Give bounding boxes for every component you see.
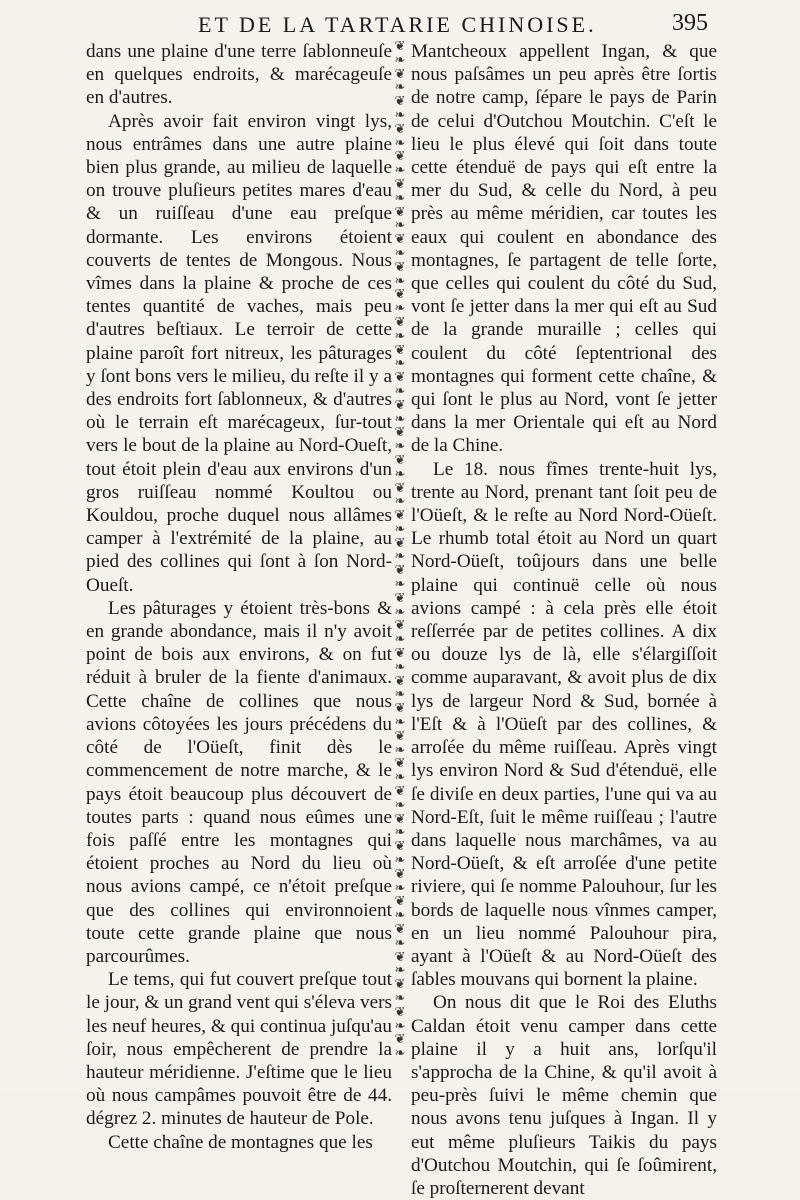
fleuron-icon: ❧ [394, 990, 406, 1006]
paragraph: Le 18. nous fîmes trente-huit lys, trente au Nord, prenant tant ſoit peu de l'Oüeſt, & le reſte au Nord Nord-Oüeſt. Le rhumb total étoit au Nord un quart Nord-Oüeſt, toûjours dans une belle plaine qui continuë celle où nous avions campé : à cela près elle étoit reſſerrée par de petites collines. A dix ou douze lys de là, elle s'élargiſſoit comme auparavant, & avoit plus de dix lys de largeur Nord & Sud, bornée à l'Eſt & à l'Oüeſt par des collines, & arroſée du même ruiſſeau. Après vingt lys environ Nord & Sud d'étenduë, elle ſe diviſe en deux parties, l'une qui va au Nord-Eſt, ſuit le même ruiſſeau ; l'autre dans laquelle nous marchâmes, va au Nord-Oüeſt, & eſt arroſée d'une petite riviere, qui ſe nomme Palouhour, ſur les bords de laquelle nous vînmes camper, en un lieu nommé Palouhour pira, ayant à l'Oüeſt & au Nord-Oüeſt des ſables mouvans qui bornent la plaine. [411, 458, 717, 991]
fleuron-icon: ❦ [394, 149, 406, 165]
fleuron-icon: ❧ [394, 356, 406, 372]
fleuron-icon: ❧ [394, 632, 406, 648]
paragraph: Les pâturages y étoient très-bons & en grande abondance, mais il n'y avoit point de bois aux environs, & on fut réduit à bruler de la fiente d'animaux. Cette chaîne de collines que nous avions côtoyées les jours précédens du côté de l'Oüeſt, finit dès le commencement de notre marche, & le pays étoit beaucoup plus découvert de toutes parts : quand nous eûmes une fois paſſé entre les montagnes qui étoient proches au Nord du lieu où nous avions campé, ce n'étoit preſque que des collines qui environnoient toute cette grande plaine que nous parcourûmes. [86, 597, 392, 967]
fleuron-icon: ❦ [394, 176, 406, 192]
fleuron-icon: ❧ [394, 797, 406, 813]
fleuron-icon: ❦ [394, 121, 406, 137]
fleuron-icon: ❦ [394, 728, 406, 744]
fleuron-icon: ❦ [394, 370, 406, 386]
fleuron-icon: ❧ [394, 245, 406, 261]
fleuron-icon: ❧ [394, 549, 406, 565]
fleuron-icon: ❦ [394, 590, 406, 606]
fleuron-icon: ❦ [394, 977, 406, 993]
fleuron-icon: ❦ [394, 563, 406, 579]
fleuron-icon: ❦ [394, 287, 406, 303]
fleuron-column-rule-icon [393, 40, 407, 1060]
fleuron-icon: ❧ [394, 190, 406, 206]
fleuron-icon: ❦ [394, 508, 406, 524]
fleuron-icon: ❧ [394, 963, 406, 979]
fleuron-icon: ❦ [394, 259, 406, 275]
fleuron-icon: ❧ [394, 521, 406, 537]
fleuron-icon: ❦ [394, 314, 406, 330]
fleuron-icon: ❦ [394, 839, 406, 855]
fleuron-icon: ❧ [394, 659, 406, 675]
running-title: ET DE LA TARTARIE CHINOISE. [198, 12, 597, 37]
fleuron-icon: ❦ [394, 452, 406, 468]
fleuron-icon: ❦ [394, 866, 406, 882]
fleuron-icon: ❧ [394, 715, 406, 731]
fleuron-icon: ❧ [394, 908, 406, 924]
fleuron-icon: ❧ [394, 273, 406, 289]
fleuron-icon: ❦ [394, 425, 406, 441]
fleuron-icon: ❧ [394, 494, 406, 510]
fleuron-icon: ❧ [394, 218, 406, 234]
fleuron-icon: ❦ [394, 342, 406, 358]
fleuron-icon: ❦ [394, 40, 406, 54]
fleuron-icon: ❧ [394, 52, 406, 68]
paragraph: On nous dit que le Roi des Eluths Caldan étoit venu camper dans cette plaine il y a huit ans, lorſqu'il s'approcha de la Chine, & qu'il avoit à peu-près ſuivi le même chemin que nous avons tenu juſques à Ingan. Il y eut même pluſieurs Taikis du pays d'Outchou Moutchin, qui ſe ſoûmirent, ſe proſternerent devant [411, 992, 717, 1199]
fleuron-icon: ❦ [394, 480, 406, 496]
fleuron-icon: ❧ [394, 466, 406, 482]
fleuron-icon: ❧ [394, 604, 406, 620]
fleuron-icon: ❦ [394, 701, 406, 717]
fleuron-icon: ❧ [394, 880, 406, 896]
fleuron-icon: ❦ [394, 232, 406, 248]
fleuron-icon: ❧ [394, 935, 406, 951]
fleuron-icon: ❧ [394, 439, 406, 455]
fleuron-icon: ❦ [394, 949, 406, 965]
fleuron-icon: ❦ [394, 811, 406, 827]
fleuron-icon: ❧ [394, 135, 406, 151]
page-number: 395 [672, 10, 708, 36]
fleuron-icon: ❦ [394, 94, 406, 110]
fleuron-icon: ❧ [394, 411, 406, 427]
fleuron-icon: ❦ [394, 1004, 406, 1020]
fleuron-icon: ❦ [394, 204, 406, 220]
fleuron-icon: ❦ [394, 756, 406, 772]
fleuron-icon: ❧ [394, 1018, 406, 1034]
fleuron-icon: ❧ [394, 107, 406, 123]
fleuron-icon: ❦ [394, 646, 406, 662]
fleuron-icon: ❧ [394, 383, 406, 399]
fleuron-icon: ❧ [394, 770, 406, 786]
fleuron-icon: ❧ [394, 328, 406, 344]
right-column [411, 40, 717, 1200]
fleuron-icon: ❧ [394, 80, 406, 96]
fleuron-icon: ❧ [394, 1046, 406, 1060]
fleuron-icon: ❦ [394, 397, 406, 413]
fleuron-icon: ❧ [394, 163, 406, 179]
fleuron-icon: ❧ [394, 853, 406, 869]
fleuron-icon: ❦ [394, 535, 406, 551]
fleuron-icon: ❦ [394, 66, 406, 82]
fleuron-icon: ❧ [394, 742, 406, 758]
paragraph: Cette chaîne de montagnes que les [108, 1131, 373, 1153]
fleuron-icon: ❧ [394, 577, 406, 593]
left-column [86, 40, 392, 1154]
paragraph: Le tems, qui fut couvert preſque tout le jour, & un grand vent qui s'éleva vers les neuf heures, & qui continua juſqu'au ſoir, nous empêcherent de prendre la hauteur méridienne. J'eſtime que le lieu où nous campâmes pouvoit être de 44. dégrez 2. minutes de hauteur de Pole. [86, 969, 392, 1130]
paragraph: Mantcheoux appellent Ingan, & que nous paſsâmes un peu après être ſortis de notre camp, ſépare le pays de Parin de celui d'Outchou Moutchin. C'eſt le lieu le plus élevé qui ſoit dans toute cette étenduë de pays qui eſt entre la mer du Sud, & celle du Nord, à peu près au même méridien, car toutes les eaux qui coulent en abondance des montagnes, ſe partagent de telle ſorte, que celles qui coulent du côté du Sud, vont ſe jetter dans la mer qui eſt au Sud de la grande muraille ; celles qui coulent du côté ſeptentrional des montagnes qui forment cette chaîne, & qui ſont le plus au Nord, vont ſe jetter dans la mer Orientale qui eſt au Nord de la Chine. [411, 41, 717, 457]
fleuron-icon: ❦ [394, 784, 406, 800]
fleuron-icon: ❦ [394, 922, 406, 937]
fleuron-icon: ❧ [394, 687, 406, 703]
fleuron-icon: ❦ [394, 1032, 406, 1048]
fleuron-icon: ❦ [394, 618, 406, 634]
fleuron-icon: ❧ [394, 825, 406, 841]
page-header [0, 6, 800, 42]
fleuron-icon: ❧ [394, 301, 406, 317]
fleuron-icon: ❦ [394, 673, 406, 689]
paragraph: Après avoir fait environ vingt lys, nous entrâmes dans une autre plaine bien plus grande, au milieu de laquelle on trouve pluſieurs petites mares d'eau & un ruiſſeau d'une eau preſque dormante. Les environs étoient couverts de tentes de Mongous. Nous vîmes dans la plaine & proche de ces tentes quantité de vaches, mais peu d'autres beſtiaux. Le terroir de cette plaine paroît fort nitreux, les pâturages y ſont bons vers le milieu, du reſte il y a des endroits fort ſablonneux, & d'autres où le terrain eſt marécageux, ſur-tout vers le bout de la plaine au Nord-Oueſt, tout étoit plein d'eau aux environs d'un gros ruiſſeau nommé Koultou ou Kouldou, proche duquel nous allâmes camper à l'extrémité de la plaine, au pied des collines qui ſont à ſon Nord-Oueſt. [86, 110, 392, 596]
fleuron-icon: ❦ [394, 894, 406, 910]
paragraph: dans une plaine d'une terre ſablonneuſe en quelques endroits, & marécageuſe en d'autres. [86, 41, 392, 109]
